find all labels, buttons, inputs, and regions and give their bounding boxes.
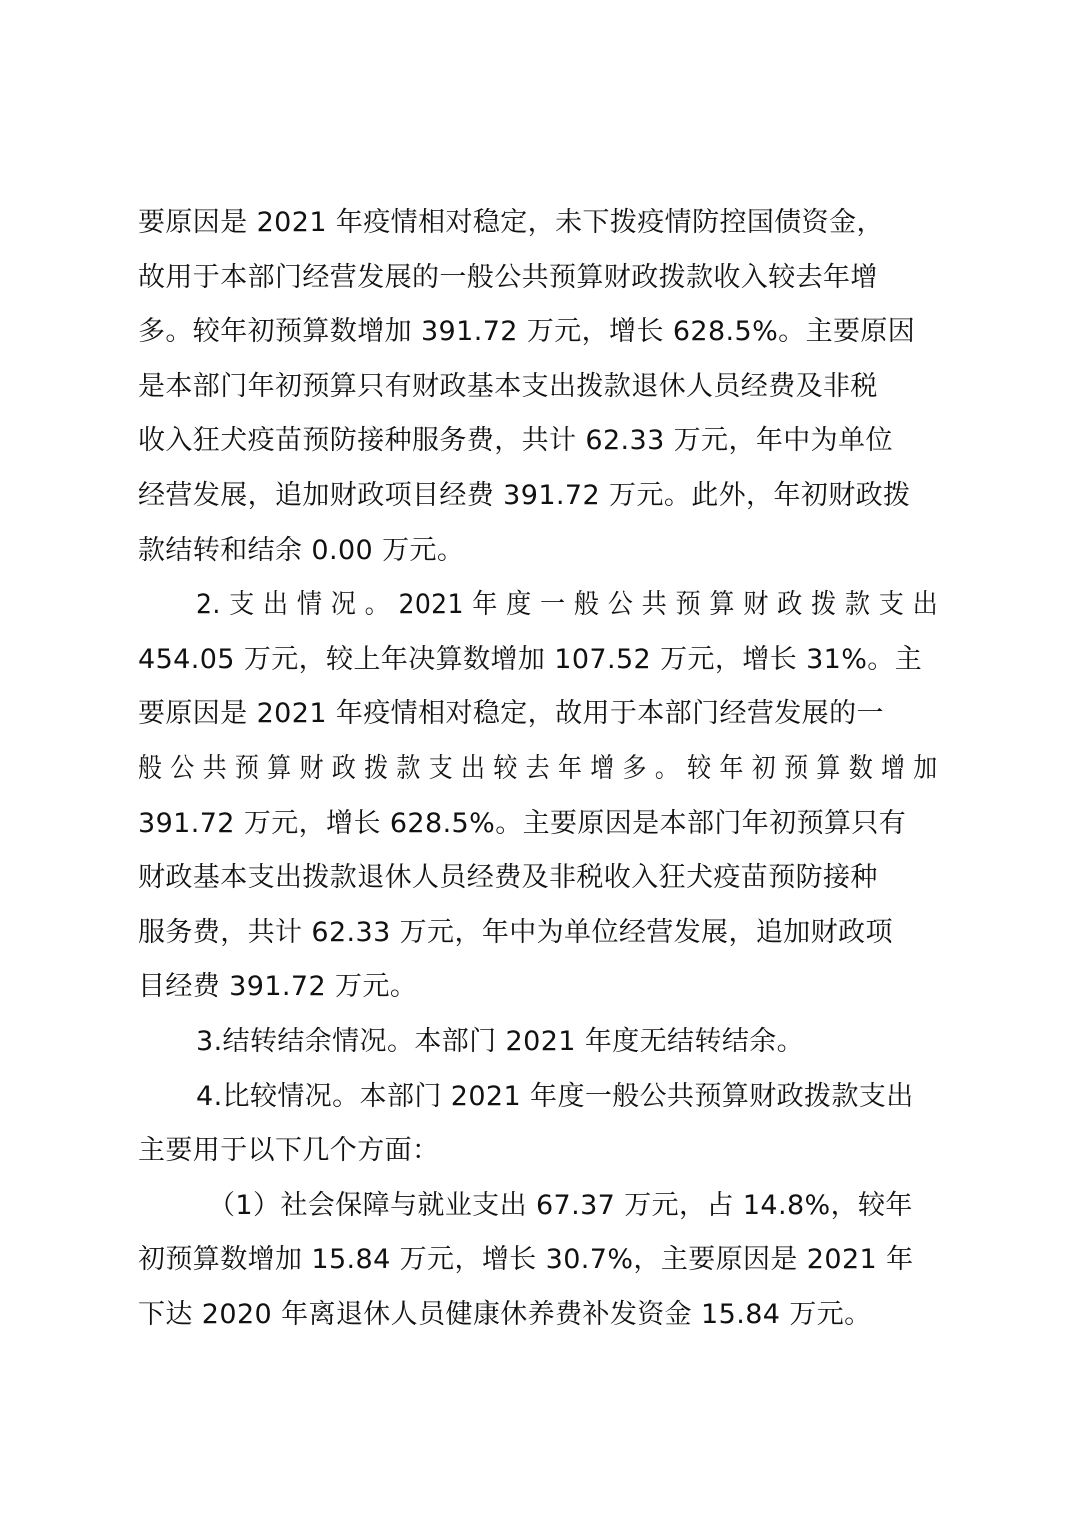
- text-line-3: 多。较年初预算数增加 391.72 万元，增长 628.5%。主要原因: [138, 316, 916, 348]
- document-body: [138, 196, 938, 1342]
- text-line-12: 391.72 万元，增长 628.5%。主要原因是本部门年初预算只有: [138, 807, 907, 839]
- text-line-10: 要原因是 2021 年疫情相对稳定，故用于本部门经营发展的一: [138, 698, 884, 730]
- text-line-16: 3.结转结余情况。本部门 2021 年度无结转结余。: [196, 1025, 805, 1057]
- text-line-9: 454.05 万元，较上年决算数增加 107.52 万元，增长 31%。主: [138, 643, 923, 675]
- text-line-5: 收入狂犬疫苗预防接种服务费，共计 62.33 万元，年中为单位: [138, 425, 893, 457]
- text-line-21: 下达 2020 年离退休人员健康休养费补发资金 15.84 万元。: [138, 1298, 872, 1330]
- text-line-8: 2. 支 出 情 况 。 2021 年 度 一 般 公 共 预 算 财 政 拨 款 支 出: [196, 589, 939, 621]
- text-line-20: 初预算数增加 15.84 万元，增长 30.7%，主要原因是 2021 年: [138, 1244, 914, 1276]
- text-line-1: 要原因是 2021 年疫情相对稳定，未下拨疫情防控国债资金，: [138, 207, 884, 238]
- text-line-18: 主要用于以下几个方面：: [138, 1135, 440, 1167]
- text-line-17: 4.比较情况。本部门 2021 年度一般公共预算财政拨款支出: [196, 1080, 914, 1112]
- text-line-4: 是本部门年初预算只有财政基本支出拨款退休人员经费及非税: [138, 370, 878, 402]
- text-line-7: 款结转和结余 0.00 万元。: [138, 534, 465, 566]
- text-line-2: 故用于本部门经营发展的一般公共预算财政拨款收入较去年增: [138, 261, 878, 293]
- text-line-14: 服务费，共计 62.33 万元，年中为单位经营发展，追加财政项: [138, 916, 893, 948]
- text-line-13: 财政基本支出拨款退休人员经费及非税收入狂犬疫苗预防接种: [138, 862, 878, 894]
- text-line-19: （1）社会保障与就业支出 67.37 万元，占 14.8%，较年: [208, 1189, 913, 1221]
- text-line-11: 般 公 共 预 算 财 政 拨 款 支 出 较 去 年 增 多 。 较 年 初 预 算 数 增 加: [138, 752, 938, 784]
- text-line-6: 经营发展，追加财政项目经费 391.72 万元。此外，年初财政拨: [138, 479, 911, 511]
- text-line-15: 目经费 391.72 万元。: [138, 971, 418, 1003]
